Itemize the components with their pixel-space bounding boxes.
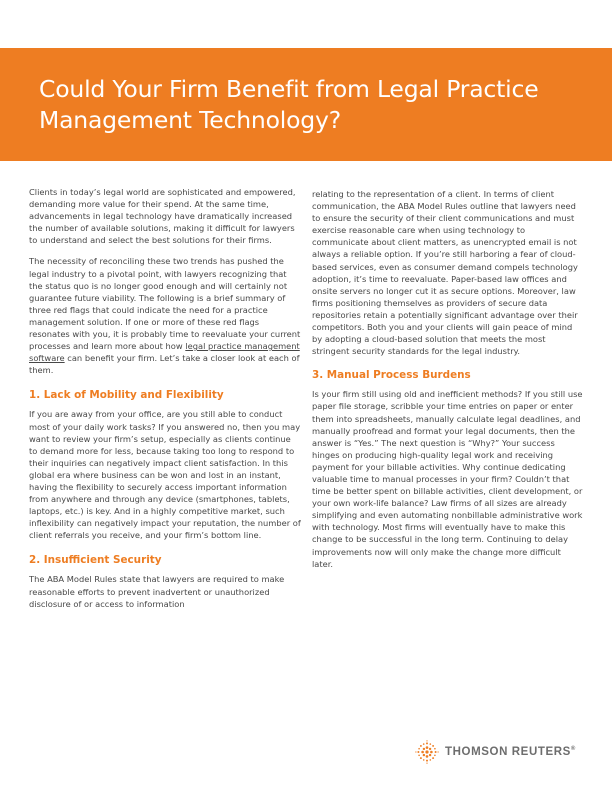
- intro-paragraph: Clients in today’s legal world are sophisticated and empowered, demanding more value for their spend. At the same time, advancements in legal technology have dramatically increased the number of available solutions, making it difficult for lawyers to understand and select the best solutions for their firms.: [29, 187, 296, 246]
- legal-practice-management-software-link[interactable]: legal practice management software: [29, 341, 300, 364]
- thomson-reuters-dot-globe-icon: [415, 740, 439, 764]
- security-paragraph-continued: relating to the representation of a client. In terms of client communication, the ABA Model Rules outline that lawyers need to ensure the security of their client communications and must exercise reasonable care when using technology to communicate about client matters, as unencrypted email is not always a reliable option. If you’re still harboring a fear of cloud-based services, even as consumer demand compels technology adoption, it’s time to reevaluate. Paper-based law offices and onsite servers no longer cut it as secure options. Moreover, law firms positioning themselves as providers of secure data repositories retain a potentially significant advantage over their competitors. Both you and your clients will gain peace of mind by adopting a cloud-based solution that meets the most stringent security standards for the legal industry.: [312, 189, 578, 357]
- mobility-paragraph: If you are away from your office, are you still able to conduct most of your daily work tasks? If you answered no, then you may want to review your firm’s setup, especially as clients continue to demand more for less, because taking too long to respond to their inquiries can negatively impact client satisfaction. In this global era where business can be won and lost in an instant, having the flexibility to securely access important information from anywhere and through any device (smartphones, tablets, laptops, etc.) is key. And in a highly competitive market, such inflexibility can negatively impact your reputation, the number of client referrals you receive, and your firm’s bottom line.: [29, 409, 301, 541]
- registered-mark: ®: [570, 746, 576, 753]
- brand-text: THOMSON REUTERS: [445, 746, 571, 758]
- section-heading-mobility: 1. Lack of Mobility and Flexibility: [29, 389, 224, 402]
- section-heading-manual-process: 3. Manual Process Burdens: [312, 369, 471, 382]
- manual-process-paragraph: Is your firm still using old and inefficient methods? If you still use paper file storage, scribble your time entries on paper or enter them into spreadsheets, manually calculate legal deadlines, and manually proofread and format your legal documents, then the answer is “Yes.” The next question is “Why?” Your success hinges on producing high-quality legal work and receiving payment for your billable activities. Why continue dedicating valuable time to manual processes in your firm? Couldn’t that time be better spent on billable activities, client development, or your own work-life balance? Law firms of all sizes are already simplifying and even automating nonbillable administrative work with technology. Most firms will eventually have to make this change to be successful in the long term. Continuing to delay improvements now will only make the change more difficult later.: [312, 389, 583, 569]
- red-flags-text-b: can benefit your firm. Let’s take a closer look at each of them.: [29, 353, 300, 376]
- thomson-reuters-logo: [415, 740, 590, 764]
- brand-name: [445, 746, 576, 758]
- title-banner: [0, 48, 612, 161]
- red-flags-text-a: The necessity of reconciling these two trends has pushed the legal industry to a pivotal point, with lawyers recognizing that the status quo is no longer good enough and will certainly not guarantee future viability. The following is a brief summary of three red flags that could indicate the need for a practice management solution. If one or more of these red flags resonates with you, it is probably time to reevaluate your current processes and learn more about how: [29, 256, 301, 352]
- page-title: Could Your Firm Benefit from Legal Practice Management Technology?: [39, 75, 539, 134]
- section-heading-security: 2. Insufficient Security: [29, 554, 162, 567]
- security-paragraph-start: The ABA Model Rules state that lawyers are required to make reasonable efforts to prevent inadvertent or unauthorized disclosure of or access to information: [29, 574, 285, 609]
- red-flags-paragraph: [29, 255, 301, 376]
- left-column: [29, 186, 301, 619]
- right-column: [312, 188, 584, 579]
